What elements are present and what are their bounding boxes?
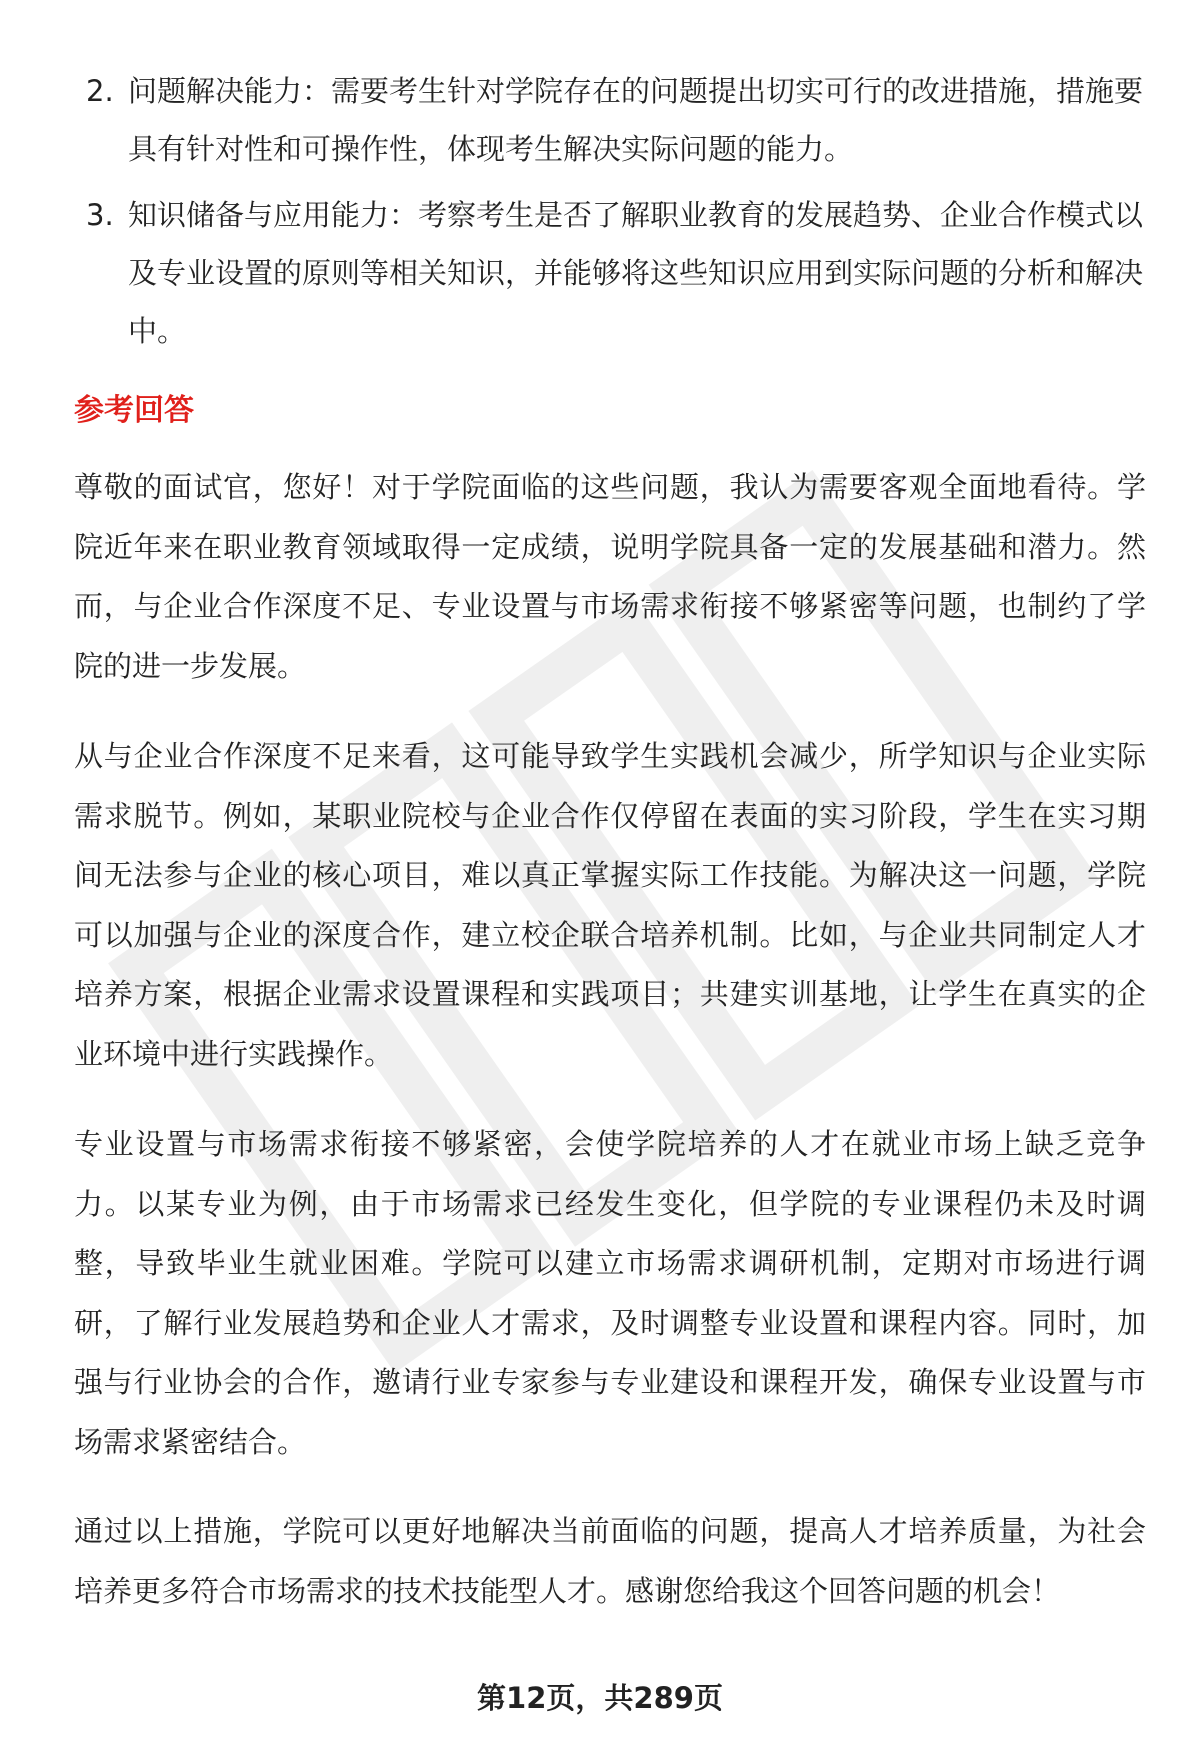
section-title: 参考回答 (74, 393, 194, 428)
answer-paragraph: 专业设置与市场需求衔接不够紧密，会使学院培养的人才在就业市场上缺乏竞争力。以某专业为例，由于市场需求已经发生变化，但学院的专业课程仍未及时调整，导致毕业生就业困难。学院可以建立市场需求调研机制，定期对市场进行调研，了解行业发展趋势和企业人才需求，及时调整专业设置和课程内容。同时，加强与行业协会的合作，邀请行业专家参与专业建设和课程开发，确保专业设置与市场需求紧密结合。 (74, 1127, 1146, 1459)
list-item-number: 2. (86, 74, 114, 108)
answer-paragraph: 尊敬的面试官，您好！对于学院面临的这些问题，我认为需要客观全面地看待。学院近年来在职业教育领域取得一定成绩，说明学院具备一定的发展基础和潜力。然而，与企业合作深度不足、专业设置与市场需求衔接不够紧密等问题，也制约了学院的进一步发展。 (74, 470, 1146, 683)
answer-paragraph: 通过以上措施，学院可以更好地解决当前面临的问题，提高人才培养质量，为社会培养更多符合市场需求的技术技能型人才。感谢您给我这个回答问题的机会！ (74, 1514, 1146, 1608)
list-item-text: 问题解决能力：需要考生针对学院存在的问题提出切实可行的改进措施，措施要具有针对性和可操作性，体现考生解决实际问题的能力。 (128, 74, 1144, 166)
page-number: 第12页，共289页 (477, 1681, 723, 1715)
list-item (76, 62, 1146, 178)
list-item-text: 知识储备与应用能力：考察考生是否了解职业教育的发展趋势、企业合作模式以及专业设置的原则等相关知识，并能够将这些知识应用到实际问题的分析和解决中。 (128, 198, 1144, 348)
list-item-number: 3. (86, 198, 114, 232)
criteria-list (76, 62, 1146, 368)
answer-paragraph: 从与企业合作深度不足来看，这可能导致学生实践机会减少，所学知识与企业实际需求脱节。例如，某职业院校与企业合作仅停留在表面的实习阶段，学生在实习期间无法参与企业的核心项目，难以真正掌握实际工作技能。为解决这一问题，学院可以加强与企业的深度合作，建立校企联合培养机制。比如，与企业共同制定人才培养方案，根据企业需求设置课程和实践项目；共建实训基地，让学生在真实的企业环境中进行实践操作。 (74, 739, 1146, 1071)
list-item (76, 186, 1146, 360)
